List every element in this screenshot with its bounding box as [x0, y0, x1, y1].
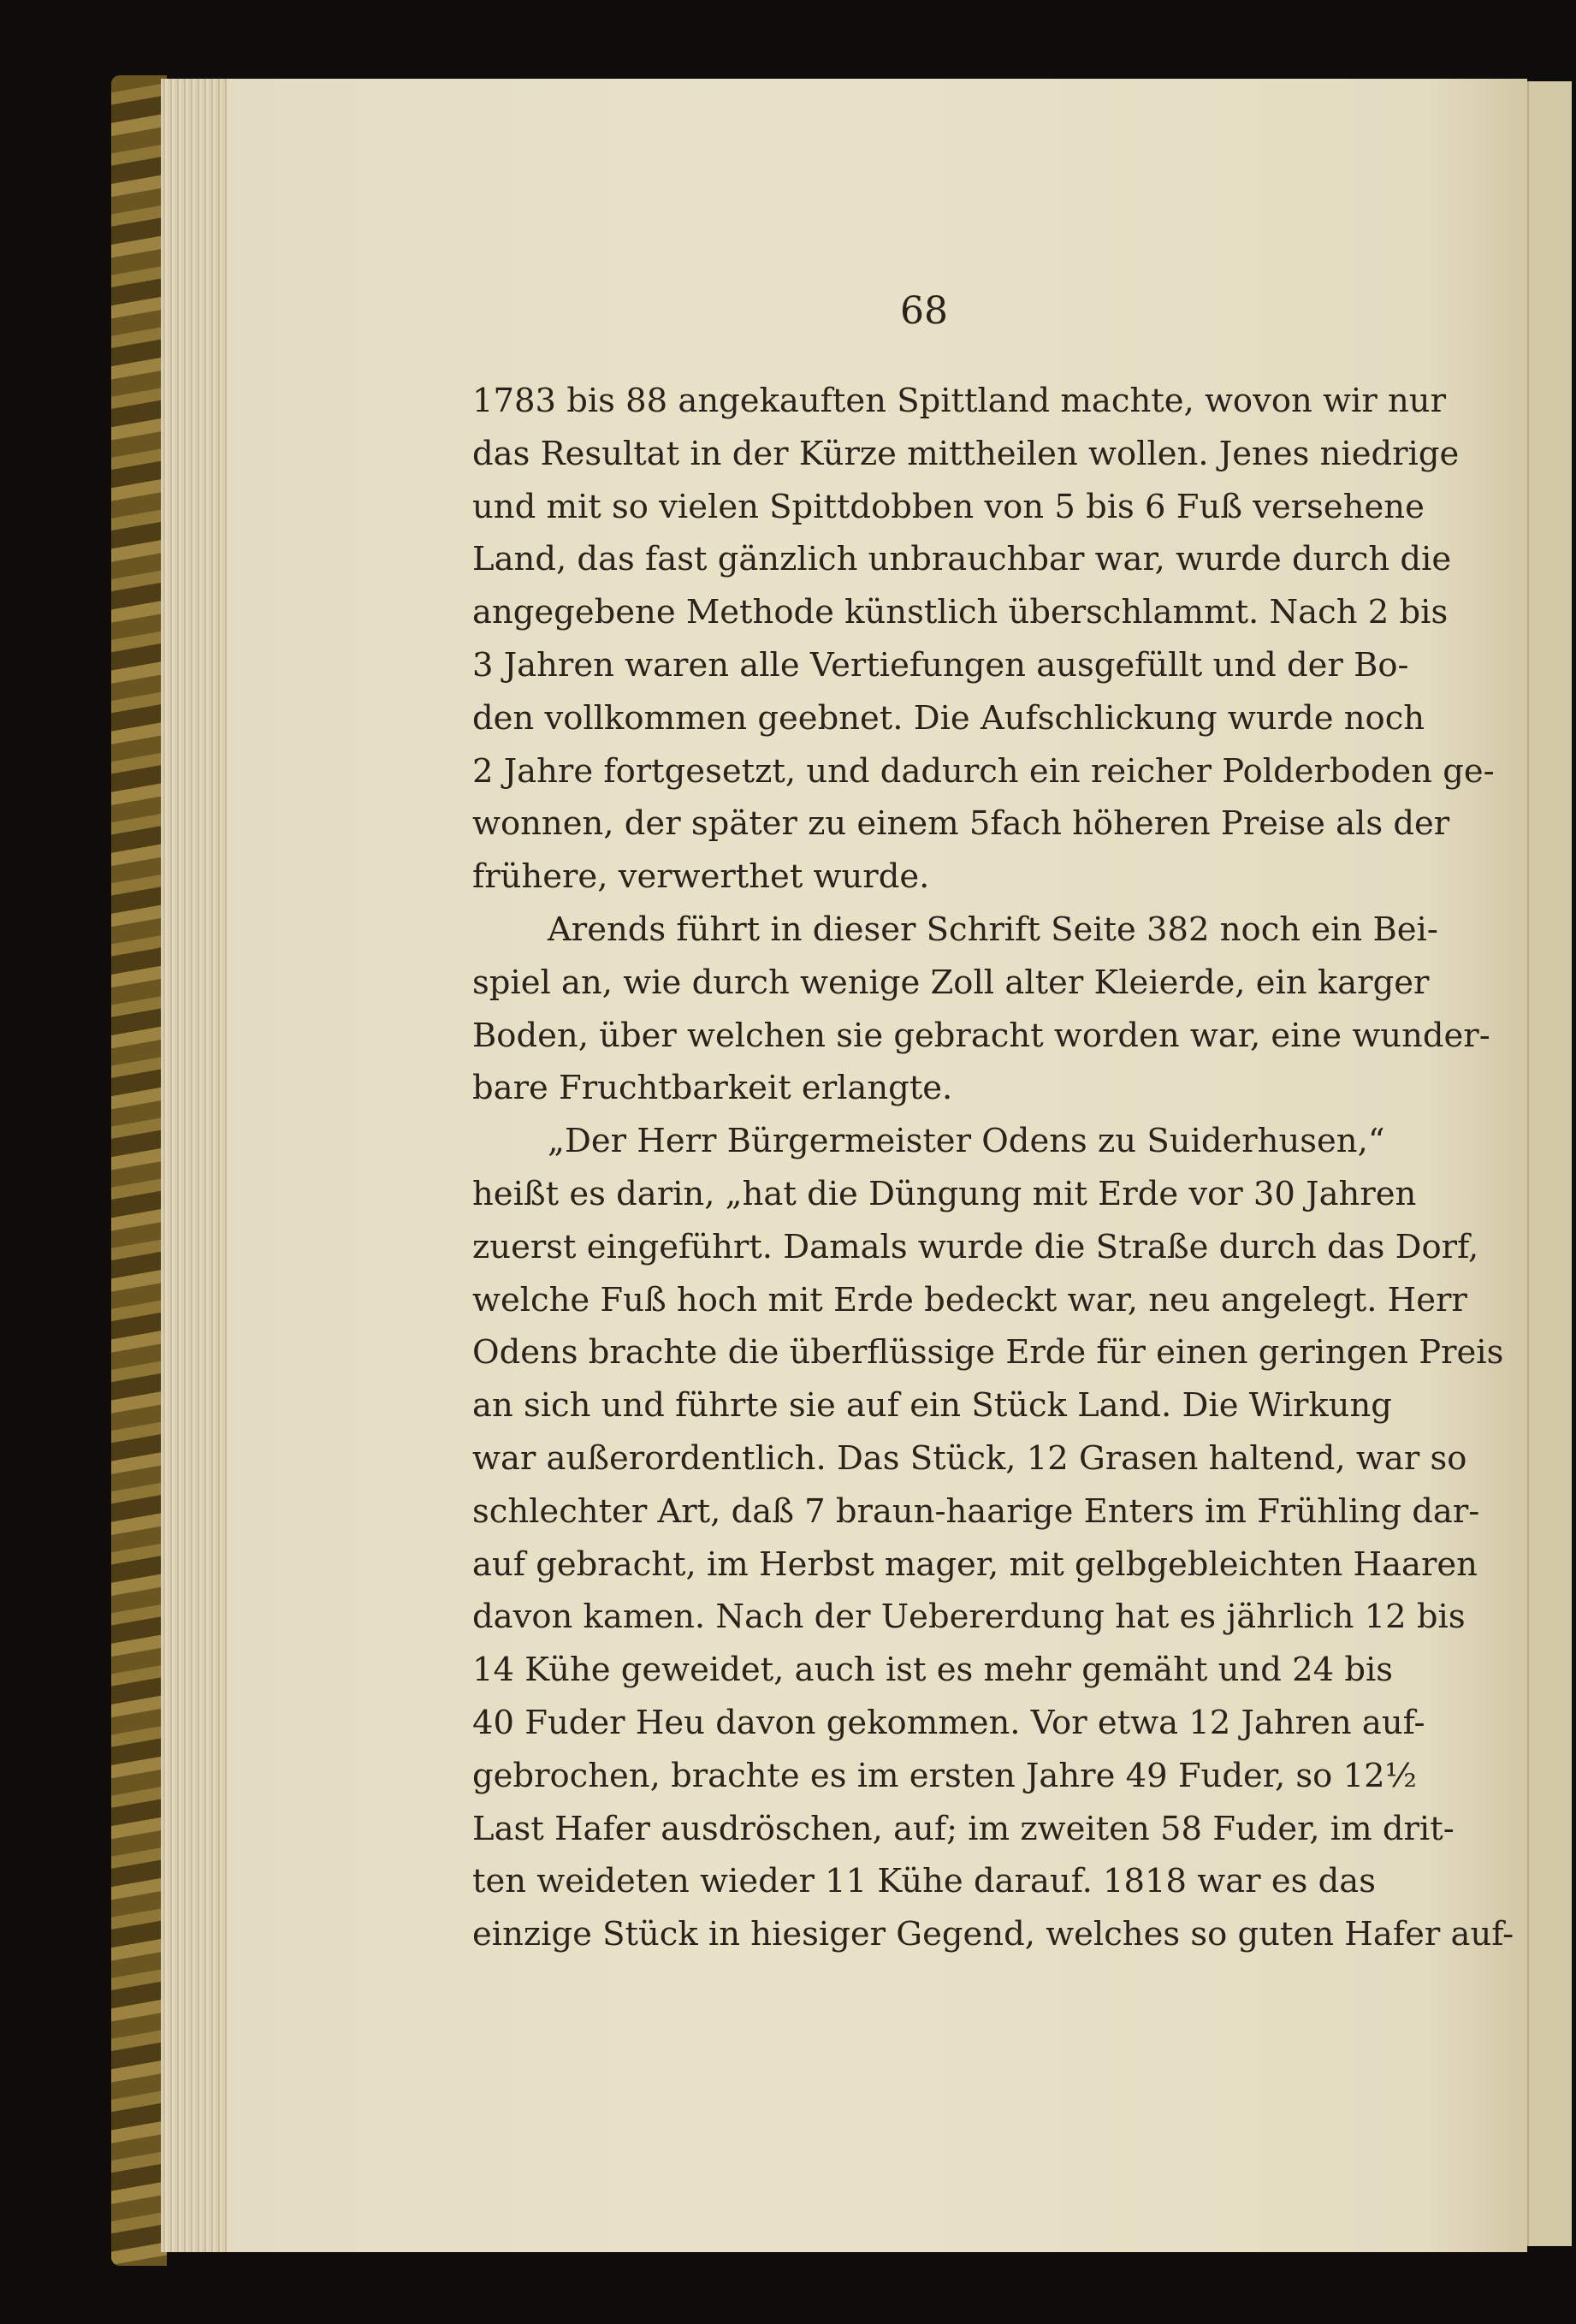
text-line: davon kamen. Nach der Uebererdung hat es jährlich 12 bis — [472, 1598, 1466, 1637]
text-line: heißt es darin, „hat die Düngung mit Erde vor 30 Jahren — [472, 1174, 1417, 1213]
text-line: schlechter Art, daß 7 braun-haarige Enters im Frühling dar- — [472, 1491, 1480, 1531]
text-line: an sich und führte sie auf ein Stück Land. Die Wirkung — [472, 1386, 1392, 1426]
facing-page-edge — [1527, 81, 1572, 2246]
text-line: spiel an, wie durch wenige Zoll alter Kleierde, ein karger — [472, 963, 1430, 1002]
text-line: angegebene Methode künstlich überschlammt. Nach 2 bis — [472, 593, 1449, 632]
text-line: welche Fuß hoch mit Erde bedeckt war, neu angelegt. Herr — [472, 1280, 1467, 1319]
body-text — [472, 375, 1514, 1961]
marbled-cover-edge — [111, 75, 167, 2266]
text-line: 14 Kühe geweidet, auch ist es mehr gemäht und 24 bis — [472, 1651, 1394, 1690]
text-line: und mit so vielen Spittdobben von 5 bis 6 Fuß versehene — [472, 487, 1425, 526]
text-line: gebrochen, brachte es im ersten Jahre 49 Fuder, so 12½ — [472, 1756, 1417, 1795]
text-line: frühere, verwerthet wurde. — [472, 857, 930, 897]
text-line: ten weideten wieder 11 Kühe darauf. 1818 war es das — [472, 1862, 1376, 1901]
text-line: Odens brachte die überflüssige Erde für einen geringen Preis — [472, 1333, 1504, 1372]
page-number: 68 — [900, 289, 948, 333]
text-line: den vollkommen geebnet. Die Aufschlickung wurde noch — [472, 698, 1425, 738]
text-line: 40 Fuder Heu davon gekommen. Vor etwa 12 Jahren auf- — [472, 1703, 1425, 1742]
text-line: war außerordentlich. Das Stück, 12 Grasen haltend, war so — [472, 1438, 1467, 1478]
text-line: Boden, über welchen sie gebracht worden war, eine wunder- — [472, 1016, 1490, 1055]
text-line: wonnen, der später zu einem 5fach höheren Preise als der — [472, 804, 1450, 844]
text-line: zuerst eingeführt. Damals wurde die Straße durch das Dorf, — [472, 1227, 1479, 1266]
text-line: einzige Stück in hiesiger Gegend, welches so guten Hafer auf- — [472, 1915, 1514, 1954]
text-line: auf gebracht, im Herbst mager, mit gelbgebleichten Haaren — [472, 1544, 1478, 1584]
text-line: Land, das fast gänzlich unbrauchbar war, wurde durch die — [472, 540, 1452, 579]
text-line: bare Fruchtbarkeit erlangte. — [472, 1069, 953, 1108]
text-line: 2 Jahre fortgesetzt, und dadurch ein reicher Polderboden ge- — [472, 751, 1495, 791]
text-line: das Resultat in der Kürze mittheilen wollen. Jenes niedrige — [472, 434, 1460, 473]
text-line: Last Hafer ausdröschen, auf; im zweiten 58 Fuder, im drit- — [472, 1809, 1455, 1848]
text-line: Arends führt in dieser Schrift Seite 382 noch ein Bei- — [548, 910, 1438, 949]
text-line: 3 Jahren waren alle Vertiefungen ausgefüllt und der Bo- — [472, 645, 1409, 685]
text-line: 1783 bis 88 angekauften Spittland machte, wovon wir nur — [472, 382, 1446, 420]
text-line: „Der Herr Bürgermeister Odens zu Suiderhusen,“ — [548, 1122, 1385, 1161]
